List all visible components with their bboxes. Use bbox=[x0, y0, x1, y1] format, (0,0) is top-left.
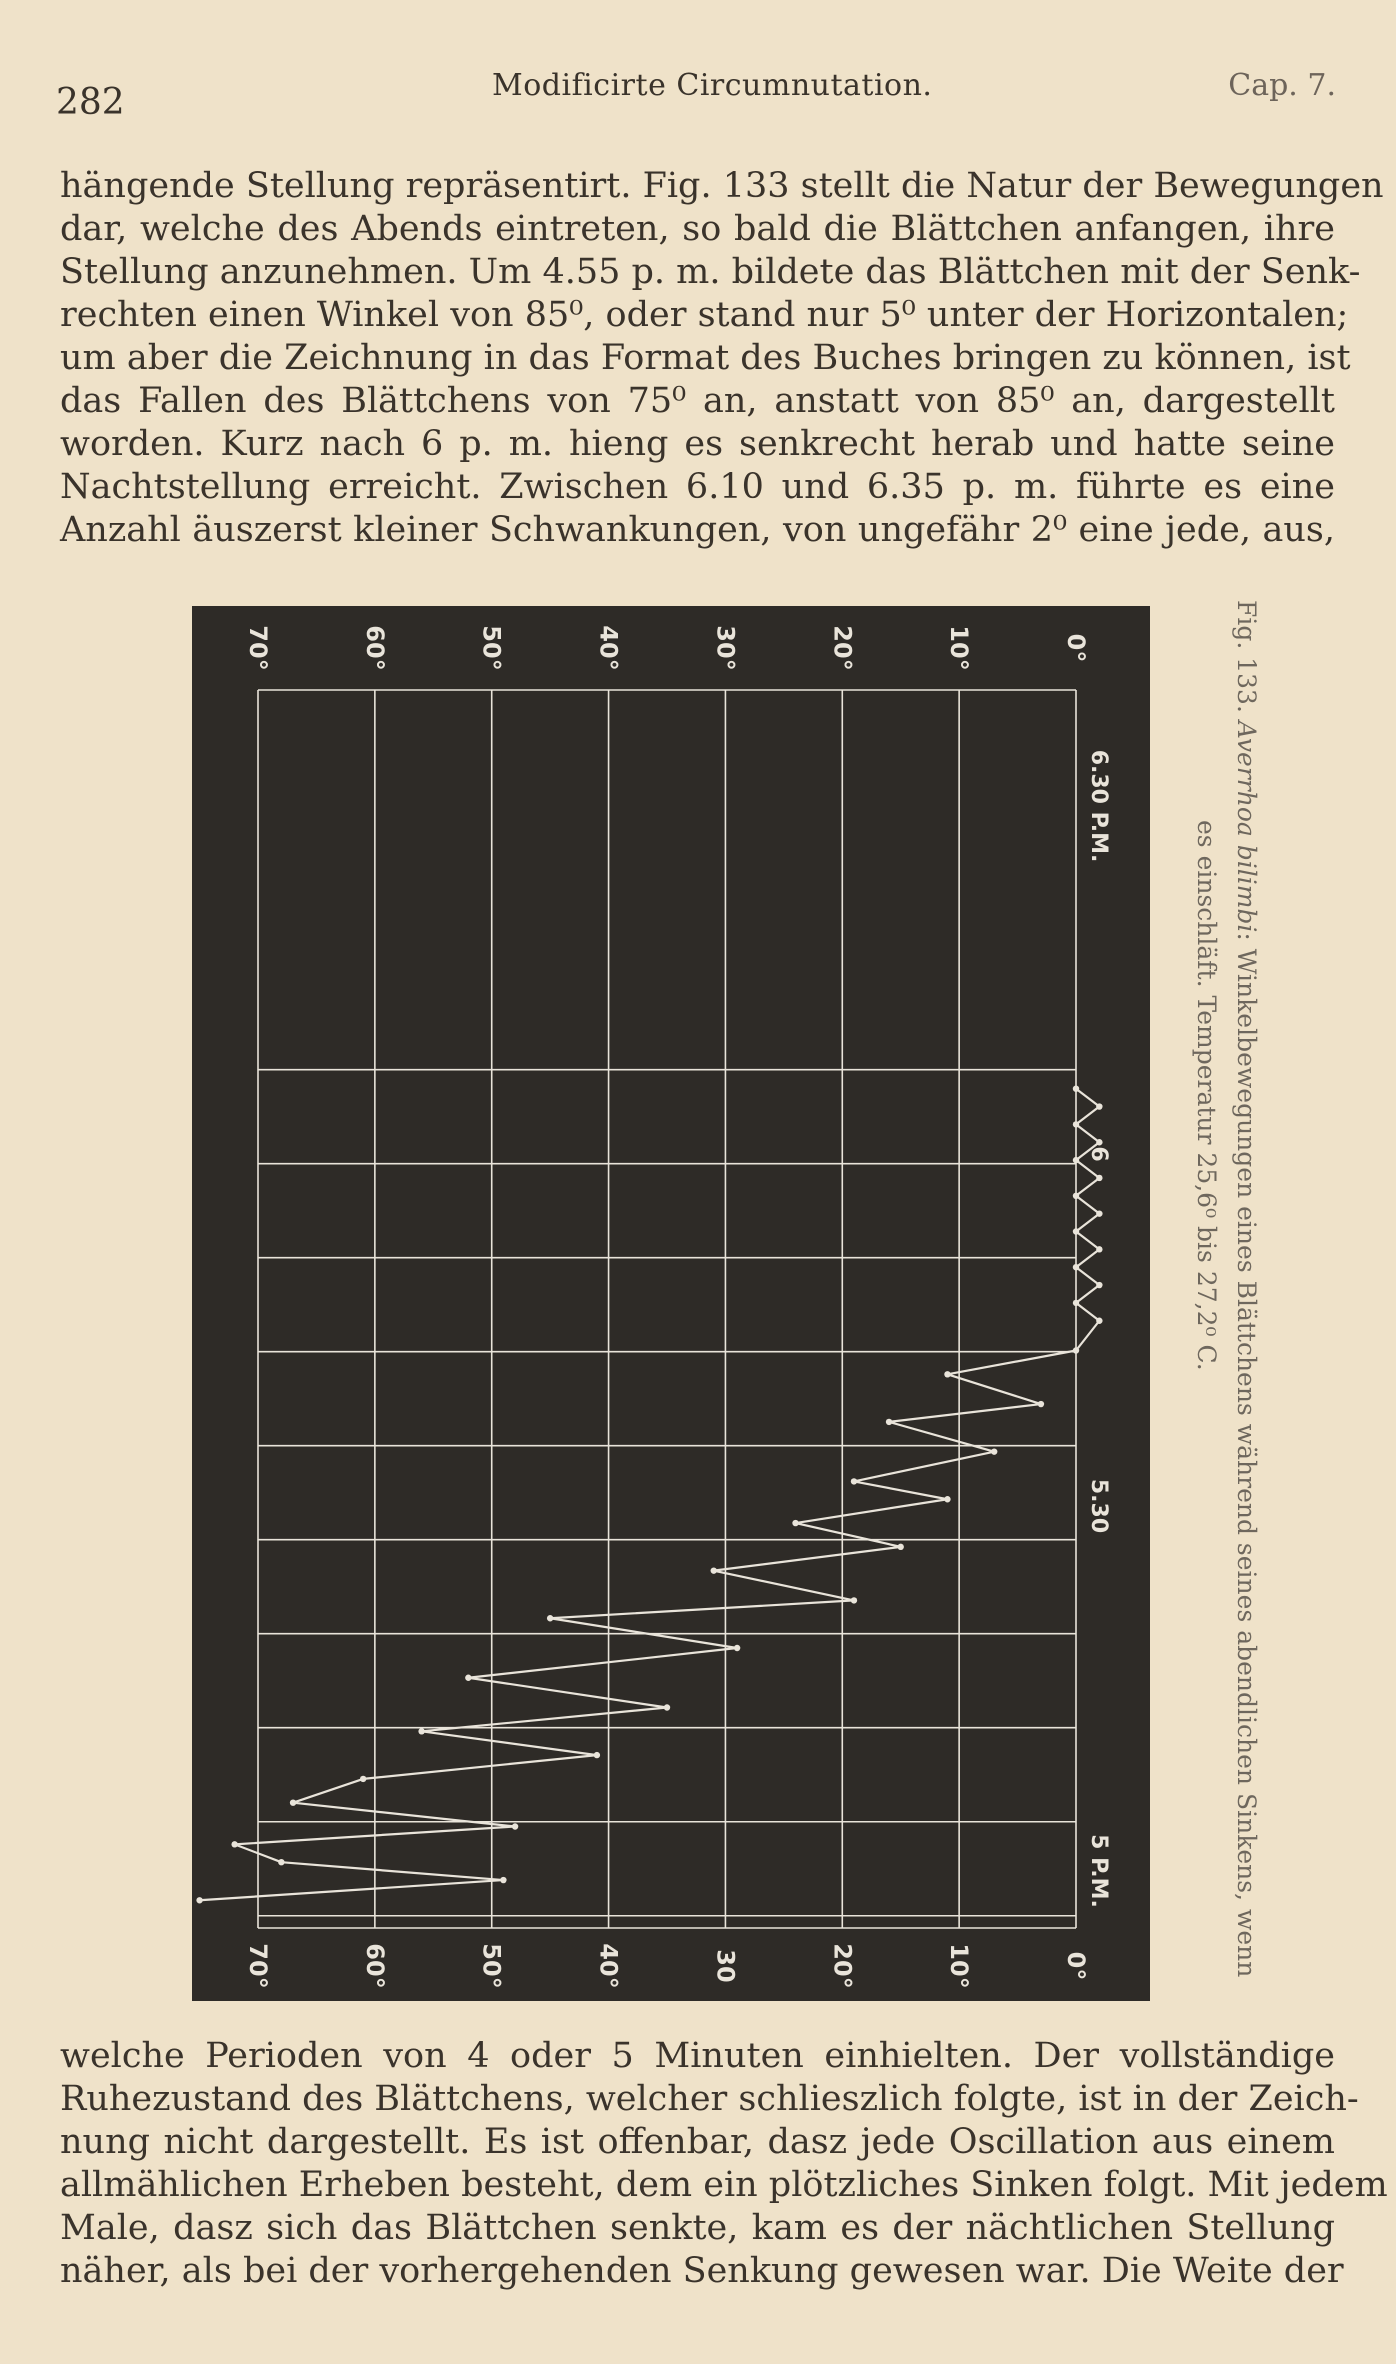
text-line: Ruhezustand des Blättchens, welcher schlieszlich folgte, ist in der Zeich- bbox=[60, 2079, 1359, 2119]
trace-line bbox=[200, 1089, 1100, 1901]
figure-caption bbox=[1166, 600, 1266, 2010]
text-line: Stellung anzunehmen. Um 4.55 p. m. bildete das Blättchen mit der Senk- bbox=[60, 252, 1361, 292]
figure-133 bbox=[192, 606, 1150, 2001]
data-point bbox=[594, 1752, 600, 1758]
angle-tick-label-bottom: 40° bbox=[594, 1943, 623, 1989]
data-point bbox=[1073, 1347, 1079, 1353]
data-point bbox=[898, 1544, 904, 1550]
text-line: worden. Kurz nach 6 p. m. hieng es senkrecht herab und hatte seine bbox=[60, 424, 1335, 464]
data-point bbox=[1073, 1157, 1079, 1163]
page-number: 282 bbox=[56, 82, 125, 123]
angle-tick-label-bottom: 50° bbox=[477, 1943, 506, 1989]
data-point bbox=[512, 1823, 518, 1829]
angle-chart bbox=[192, 606, 1150, 2001]
chart-trace bbox=[196, 1086, 1102, 1904]
data-point bbox=[500, 1877, 506, 1883]
data-point bbox=[944, 1496, 950, 1502]
angle-tick-label-top: 40° bbox=[594, 625, 623, 671]
data-point bbox=[231, 1841, 237, 1847]
time-tick-label: 5.30 bbox=[1086, 1478, 1111, 1534]
text-line: um aber die Zeichnung in das Format des Buches bringen zu können, ist bbox=[60, 338, 1351, 378]
data-point bbox=[1096, 1318, 1102, 1324]
page-header bbox=[56, 68, 1336, 128]
data-point bbox=[1073, 1264, 1079, 1270]
data-point bbox=[465, 1675, 471, 1681]
data-point bbox=[734, 1645, 740, 1651]
time-tick-label: 6 bbox=[1086, 1146, 1111, 1162]
angle-tick-label-top: 0° bbox=[1062, 633, 1090, 663]
text-line: allmählichen Erheben besteht, dem ein plötzliches Sinken folgt. Mit jedem bbox=[60, 2165, 1388, 2205]
data-point bbox=[547, 1615, 553, 1621]
paragraph-bottom bbox=[60, 2035, 1388, 2293]
data-point bbox=[1096, 1282, 1102, 1288]
data-point bbox=[944, 1371, 950, 1377]
data-point bbox=[1096, 1103, 1102, 1109]
text-line: Male, dasz sich das Blättchen senkte, kam es der nächtlichen Stellung bbox=[60, 2208, 1335, 2248]
angle-tick-label-bottom: 10° bbox=[945, 1943, 974, 1989]
angle-tick-label-bottom: 0° bbox=[1062, 1951, 1090, 1981]
data-point bbox=[1038, 1401, 1044, 1407]
data-point bbox=[1096, 1246, 1102, 1252]
text-line: nung nicht dargestellt. Es ist offenbar, dasz jede Oscillation aus einem bbox=[60, 2122, 1335, 2162]
data-point bbox=[290, 1800, 296, 1806]
angle-tick-label-top: 30° bbox=[711, 625, 740, 671]
time-tick-label: 6.30 P.M. bbox=[1086, 749, 1111, 863]
data-point bbox=[664, 1704, 670, 1710]
angle-tick-label-bottom: 20° bbox=[828, 1943, 857, 1989]
data-point bbox=[886, 1419, 892, 1425]
data-point bbox=[196, 1897, 202, 1903]
data-point bbox=[1096, 1175, 1102, 1181]
angle-tick-label-top: 50° bbox=[477, 625, 506, 671]
paragraph-top bbox=[60, 165, 1384, 552]
caption-text-2: es einschläft. Temperatur 25,6⁰ bis 27,2⁰ C. bbox=[1192, 820, 1221, 1371]
data-point bbox=[1096, 1210, 1102, 1216]
data-point bbox=[711, 1567, 717, 1573]
angle-tick-label-bottom: 30 bbox=[711, 1949, 740, 1983]
data-point bbox=[1073, 1228, 1079, 1234]
text-line: näher, als bei der vorhergehenden Senkung gewesen war. Die Weite der bbox=[60, 2251, 1344, 2291]
text-line: Anzahl äuszerst kleiner Schwankungen, von ungefähr 2⁰ eine jede, aus, bbox=[60, 510, 1335, 550]
angle-tick-label-bottom: 60° bbox=[360, 1943, 389, 1989]
chart-labels bbox=[244, 625, 1111, 1988]
data-point bbox=[851, 1478, 857, 1484]
chapter-label: Cap. 7. bbox=[1228, 68, 1336, 103]
caption-fig-number: Fig. 133. bbox=[1232, 600, 1261, 713]
angle-tick-label-top: 20° bbox=[828, 625, 857, 671]
data-point bbox=[360, 1776, 366, 1782]
angle-tick-label-top: 10° bbox=[945, 625, 974, 671]
caption-species: Averrhoa bilimbi bbox=[1232, 720, 1261, 933]
text-line: welche Perioden von 4 oder 5 Minuten einhielten. Der vollständige bbox=[60, 2036, 1335, 2076]
text-line: Nachtstellung erreicht. Zwischen 6.10 und 6.35 p. m. führte es eine bbox=[60, 467, 1335, 507]
data-point bbox=[278, 1859, 284, 1865]
data-point bbox=[851, 1597, 857, 1603]
text-line: hängende Stellung repräsentirt. Fig. 133 stellt die Natur der Bewegungen bbox=[60, 166, 1384, 206]
angle-tick-label-top: 60° bbox=[360, 625, 389, 671]
angle-tick-label-bottom: 70° bbox=[244, 1943, 272, 1989]
running-title: Modificirte Circumnutation. bbox=[492, 68, 933, 103]
data-point bbox=[1073, 1086, 1079, 1092]
data-point bbox=[991, 1448, 997, 1454]
data-point bbox=[792, 1520, 798, 1526]
data-point bbox=[1096, 1139, 1102, 1145]
data-point bbox=[1073, 1193, 1079, 1199]
text-line: das Fallen des Blättchens von 75⁰ an, anstatt von 85⁰ an, dargestellt bbox=[60, 381, 1335, 421]
data-point bbox=[1073, 1121, 1079, 1127]
chart-grid bbox=[258, 690, 1076, 1928]
angle-tick-label-top: 70° bbox=[244, 625, 272, 671]
text-line: rechten einen Winkel von 85⁰, oder stand nur 5⁰ unter der Horizontalen; bbox=[60, 295, 1349, 335]
caption-text-1: : Winkelbewegungen eines Blättchens während seines abendlichen Sinkens, wenn bbox=[1232, 932, 1261, 1978]
data-point bbox=[1073, 1300, 1079, 1306]
time-tick-label: 5 P.M. bbox=[1086, 1834, 1111, 1908]
data-point bbox=[418, 1728, 424, 1734]
text-line: dar, welche des Abends eintreten, so bald die Blättchen anfangen, ihre bbox=[60, 209, 1335, 249]
